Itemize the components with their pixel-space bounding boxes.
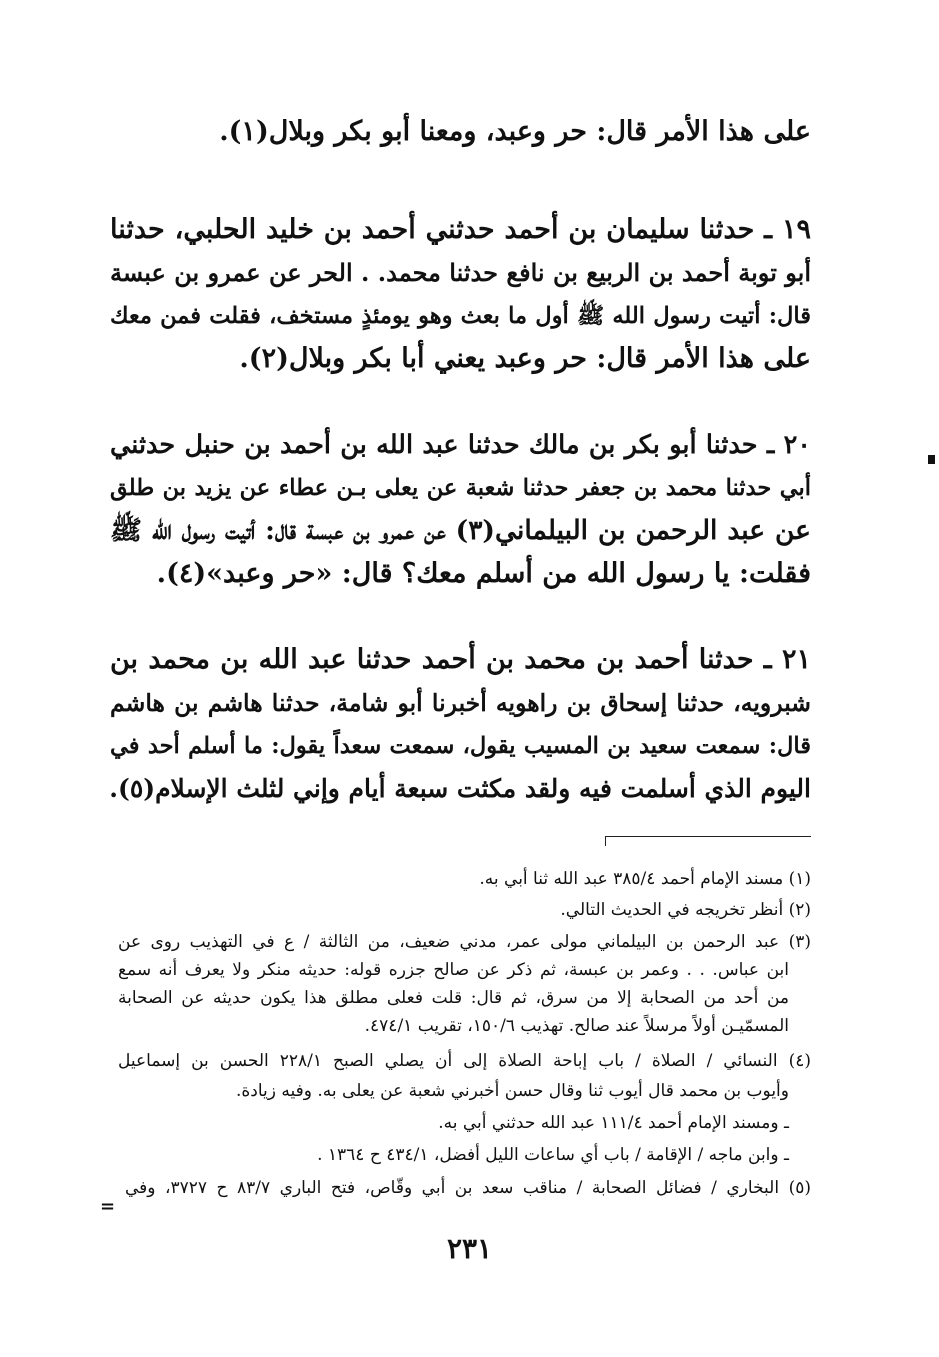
text-line-continuation: على هذا الأمر قال: حر وعبد، ومعنا أبو بكر وبلال(١). (219, 116, 811, 147)
footnote-4-line-3: ـ ومسند الإمام أحمد ١١١/٤ عبد الله حدثني أبي به. (438, 1113, 789, 1133)
footnote-1: (١) مسند الإمام أحمد ٣٨٥/٤ عبد الله ثنا أبي به. (479, 869, 811, 889)
footnote-3-line-1: (٣) عبد الرحمن بن البيلماني مولى عمر، مدني ضعيف، من الثالثة / ع في التهذيب روى عن (118, 932, 811, 952)
footnote-separator (605, 836, 811, 837)
hadith-19-line-3: قال: أتيت رسول الله ﷺ أول ما بعث وهو يومئذٍ مستخف، فقلت فمن معك (110, 303, 811, 329)
hadith-19-line-2: أبو توبة أحمد بن الربيع بن نافع حدثنا محمد. . الحر عن عمرو بن عبسة (110, 258, 811, 287)
hadith-20-line-1: ٢٠ ـ حدثنا أبو بكر بن مالك حدثنا عبد الله بن أحمد بن حنبل حدثني (110, 430, 811, 460)
margin-mark (928, 455, 935, 464)
footnote-2: (٢) أنظر تخريجه في الحديث التالي. (560, 900, 811, 920)
footnote-4-line-4: ـ وابن ماجه / الإقامة / باب أي ساعات الليل أفضل، ٤٣٤/١ ح ١٣٦٤ . (317, 1145, 789, 1165)
footnote-4-line-1: (٤) النسائي / الصلاة / باب إباحة الصلاة إلى أن يصلي الصبح ٢٢٨/١ الحسن بن إسماعيل (118, 1051, 811, 1071)
footnote-3-line-4: المسمّيـن أولاً مرسلاً عند صالح. تهذيب ١٥٠/٦، تقريب ٤٧٤/١. (364, 1016, 789, 1036)
page-number: ٢٣١ (446, 1232, 493, 1265)
hadith-21-line-2: شبرويه، حدثنا إسحاق بن راهويه أخبرنا أبو شامة، حدثنا هاشم بن هاشم (110, 689, 811, 717)
hadith-21-line-4: اليوم الذي أسلمت فيه ولقد مكثت سبعة أيام وإني لثلث الإسلام(٥). (109, 774, 811, 803)
hadith-21-line-1: ٢١ ـ حدثنا أحمد بن محمد بن أحمد حدثنا عبد الله بن محمد بن (110, 644, 811, 675)
hadith-20-line-2: أبي حدثنا محمد بن جعفر حدثنا شعبة عن يعلى بـن عطاء عن يزيد بن طلق (110, 475, 811, 501)
hadith-19-line-4: على هذا الأمر قال: حر وعبد يعني أبا بكر وبلال(٢). (239, 343, 811, 374)
hadith-20-line-4: فقلت: يا رسول الله من أسلم معك؟ قال: «حر وعبد»(٤). (156, 558, 811, 589)
continuation-mark: = (100, 1196, 116, 1217)
hadith-19-line-1: ١٩ ـ حدثنا سليمان بن أحمد حدثني أحمد بن خليد الحلبي، حدثنا (110, 214, 811, 245)
footnote-3-line-2: ابن عباس. . . وعمر بن عبسة، ثم ذكر عن صالح جزره قوله: حديثه منكر ولا يعرف أنه سمع (118, 960, 789, 980)
footnote-3-line-3: من أحد من الصحابة إلا من سرق، ثم قال: قلت فعلى مطلق هذا يكون حديثه عن الصحابة (118, 988, 789, 1008)
hadith-21-line-3: قال: سمعت سعيد بن المسيب يقول، سمعت سعداً يقول: ما أسلم أحد في (110, 733, 811, 759)
footnote-5: (٥) البخاري / فضائل الصحابة / مناقب سعد بن أبي وقّاص، فتح الباري ٨٣/٧ ح ٣٧٢٧، وفي (125, 1178, 811, 1198)
footnote-4-line-2: وأيوب بن محمد قال أيوب ثنا وقال حسن أخبرني شعبة عن يعلى به. وفيه زيادة. (235, 1081, 789, 1101)
footnote-separator-tick (605, 836, 606, 846)
hadith-20-line-3: عن عبد الرحمن بن البيلماني(٣) عن عمرو بن عبسة قال: أتيت رسول الله ﷺ (110, 515, 811, 546)
